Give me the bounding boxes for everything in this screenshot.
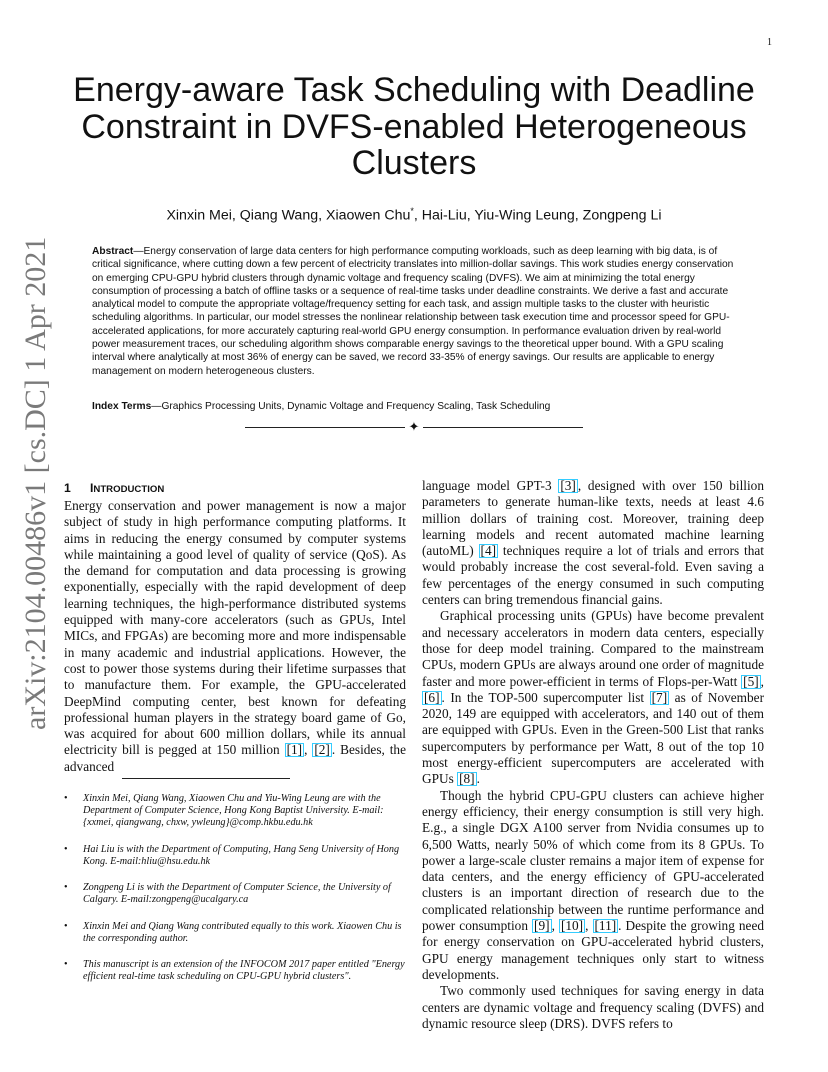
divider-line-right [423, 427, 583, 428]
arxiv-identifier-stamp[interactable]: arXiv:2104.00486v1 [cs.DC] 1 Apr 2021 [19, 236, 52, 730]
abstract [92, 245, 737, 378]
citation-link[interactable]: [10] [560, 918, 584, 934]
citation-link[interactable]: [4] [480, 543, 497, 559]
section-title-initial: I [90, 481, 94, 495]
divider-star-icon: ✦ [408, 419, 420, 434]
citation-link[interactable]: [9] [534, 918, 550, 934]
citation-link[interactable]: [11] [594, 918, 617, 934]
index-terms-text: —Graphics Processing Units, Dynamic Voltage and Frequency Scaling, Task Scheduling [151, 401, 551, 412]
citation-link[interactable]: [1] [286, 742, 303, 758]
text-run: Graphical processing units (GPUs) have become prevalent and necessary accelerators in modern data centers, especially those for deep model training. Compared to the mainstream CPUs, modern GPUs are always around one order of magnitude faster and more power-efficient in terms of Flops-per-Watt [422, 608, 764, 689]
text-run: language model GPT-3 [422, 478, 559, 493]
footnote-equal-contribution [64, 921, 406, 945]
footnote-text: This manuscript is an extension of the INFOCOM 2017 paper entitled "Energy efficient real-time task scheduling on CPU-GPU hybrid clusters". [83, 959, 405, 983]
citation-link[interactable]: [7] [651, 689, 668, 705]
text-run: , [585, 918, 593, 934]
text-run: . [476, 771, 480, 787]
citation-link[interactable]: [2] [314, 742, 330, 758]
text-run: , [304, 742, 313, 758]
text-run: , designed with over 150 billion parameters to generate human-like texts, needs at least 4.6 million dollars of training cost. Moreover, training deep learning models and recent automated machine learning (autoML) [422, 478, 764, 559]
intro-paragraph-gpus [422, 608, 764, 787]
paper-title: Energy-aware Task Scheduling with Deadline Constraint in DVFS-enabled Heterogeneous Clusters [73, 71, 755, 182]
intro-paragraph-dvfs [422, 983, 764, 1032]
author-list [70, 202, 758, 225]
intro-paragraph-1 [64, 498, 406, 775]
footnote-manuscript-extension [64, 959, 406, 983]
text-run: , [760, 673, 764, 689]
index-terms-label: Index Terms [92, 401, 152, 412]
divider-line-left [245, 427, 405, 428]
bullet-icon: • [64, 843, 68, 855]
footnote-list [64, 793, 406, 983]
corresponding-author-mark: * [410, 206, 414, 216]
index-terms [92, 400, 737, 414]
text-run: . Besides, the advanced [64, 742, 406, 774]
footnote-affiliation-hkbu [64, 793, 406, 829]
text-run: , [551, 918, 559, 934]
right-column [422, 478, 764, 1032]
section-number: 1 [64, 481, 71, 495]
authors-part-2: , Hai-Liu, Yiu-Wing Leung, Zongpeng Li [413, 207, 662, 224]
abstract-label: Abstract [92, 246, 134, 257]
text-run: Two commonly used techniques for saving energy in data centers are dynamic voltage and frequency scaling (DVFS) and dynamic resource sleep (DRS). DVFS refers to [422, 983, 764, 1031]
footnote-affiliation-hsu [64, 844, 406, 868]
bullet-icon: • [64, 793, 68, 805]
section-heading-introduction [64, 478, 406, 498]
text-run: techniques require a lot of trials and errors that would probably increase the cost several-fold. Even saving a few percentages of the energy consumed in such computing centers can bring tremendous financial gains. [422, 543, 764, 608]
bullet-icon: • [64, 882, 68, 894]
authors-part-1: Xinxin Mei, Qiang Wang, Xiaowen Chu [166, 207, 411, 224]
section-divider [245, 421, 583, 435]
section-title-rest: NTRODUCTION [93, 484, 165, 495]
citation-link[interactable]: [8] [459, 771, 475, 787]
text-run: . Despite the growing need for energy conservation on GPU-accelerated hybrid clusters, GPU energy management techniques only start to witness developments. [422, 918, 765, 982]
footnote-text: Xinxin Mei, Qiang Wang, Xiaowen Chu and Yiu-Wing Leung are with the Department of Computer Science, Hong Kong Baptist University. E-mail: {xxmei, qiangwang, chxw, ywleung}@comp.hkbu.edu.hk [83, 793, 384, 829]
footnote-affiliation-calgary [64, 882, 406, 906]
citation-link[interactable]: [6] [424, 689, 440, 705]
footnote-rule [122, 778, 290, 779]
footnote-text: Xinxin Mei and Qiang Wang contributed equally to this work. Xiaowen Chu is the corresponding author. [83, 920, 402, 944]
citation-link[interactable]: [5] [743, 673, 759, 689]
text-run: as of November 2020, 149 are equipped with accelerators, and 140 out of them are equipped with GPUs. Even in the Green-500 List that ranks supercomputers by performance per Watt, 8 out of the top 10 most energy-efficient supercomputers are accelerated with GPUs [422, 689, 764, 787]
footnote-text: Hai Liu is with the Department of Computing, Hang Seng University of Hong Kong. E-mail:hliu@hsu.edu.hk [83, 843, 400, 867]
left-column [64, 478, 406, 998]
footnote-text: Zongpeng Li is with the Department of Computer Science, the University of Calgary. E-mail:zongpeng@ucalgary.ca [83, 882, 391, 906]
citation-link[interactable]: [3] [560, 478, 576, 493]
intro-paragraph-hybrid-clusters [422, 788, 764, 984]
page-number: 1 [767, 37, 772, 48]
text-run: Though the hybrid CPU-GPU clusters can achieve higher energy efficiency, their energy consumption is still very high. E.g., a single DGX A100 server from Nvidia consumes up to 6,500 Watts, nearly 50% of which come from its 8 GPUs. To power a large-scale cluster remains a major item of expense for data centers, and the energy efficiency of GPU-accelerated clusters is an important direction of research due to the complicated relationship between the runtime performance and power consumption [422, 787, 764, 934]
bullet-icon: • [64, 920, 68, 932]
bullet-icon: • [64, 959, 68, 971]
intro-paragraph-continued [422, 478, 764, 608]
abstract-text: —Energy conservation of large data centers for high performance computing workloads, such as deep learning with big data, is of critical significance, where cutting down a few percent of electricity translates into million-dollar savings. This work studies energy conservation on emerging CPU-GPU hybrid clusters through dynamic voltage and frequency scaling (DVFS). We aim at minimizing the total energy consumption of processing a batch of offline tasks or a sequence of real-time tasks under deadline constraints. We derive a fast and accurate analytical model to compute the appropriate voltage/frequency setting for each task, and assign multiple tasks to the cluster with heuristic scheduling algorithms. In particular, our model stresses the nonlinear relationship between task execution time and processor speed for GPU-accelerated applications, for more accurately capturing real-world GPU energy consumption. In performance evaluation driven by real-world power measurement traces, our scheduling algorithm shows comparable energy savings to the theoretical upper bound. With a GPU scaling interval where analytically at most 36% of energy can be saved, we record 33-35% of energy savings. Our results are applicable to energy management on modern heterogeneous clusters. [92, 246, 734, 377]
text-run: . In the TOP-500 supercomputer list [441, 689, 650, 705]
text-run: Energy conservation and power management is now a major subject of study in high performance computing platforms. It aims in reducing the energy consumed by computer systems while maintaining a good level of quality of service (QoS). As the demand for computation and data processing is growing exponentially, especially with the rapid development of deep learning techniques, the high-performance distributed systems equipped with many-core accelerators (such as GPUs, Intel MICs, and FPGAs) are becoming more and more indispensable in many academic and industrial applications. However, the cost to power those systems during their lifetime surpasses that to manufacture them. For example, the GPU-accelerated DeepMind computing center, best known for defeating professional human players in the strategy board game of Go, was acquired for about 600 million dollars, while its annual electricity bill is pegged at 150 million [64, 498, 406, 758]
